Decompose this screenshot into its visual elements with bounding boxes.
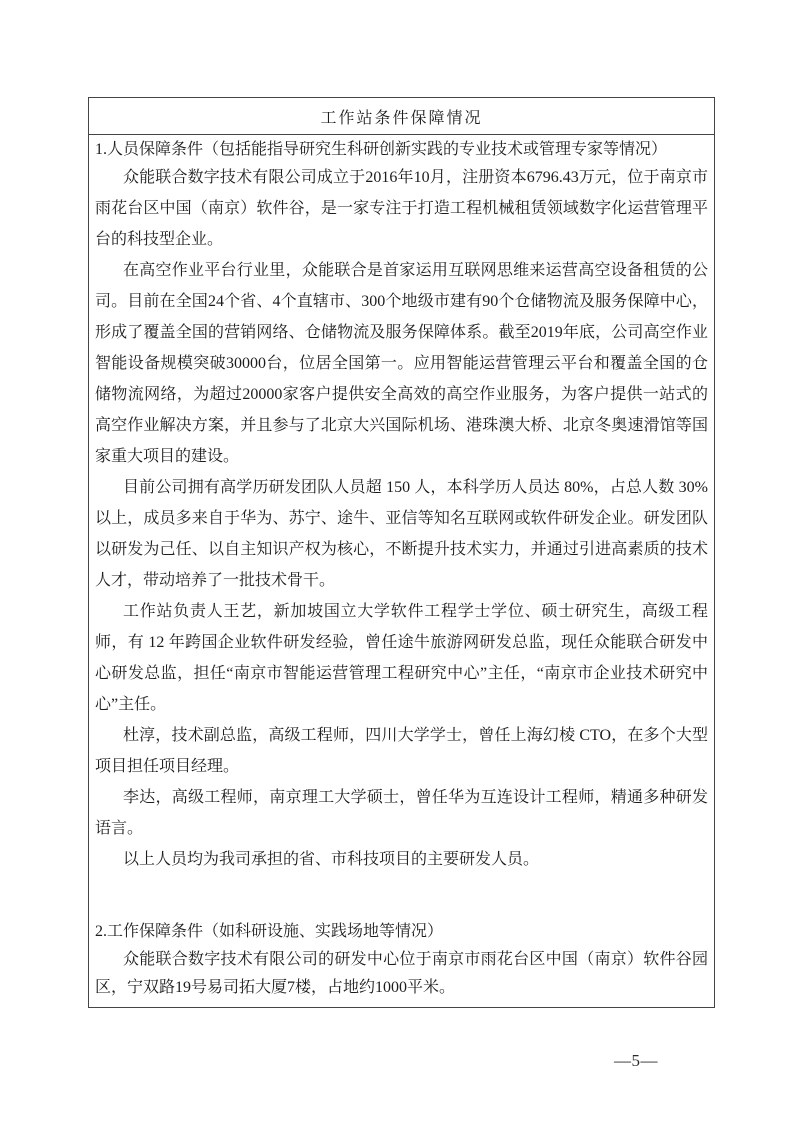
section1-paragraph-leader-wangyi: 工作站负责人王艺，新加坡国立大学软件工程学士学位、硕士研究生，高级工程师，有 12 年跨国企业软件研发经验，曾任途牛旅游网研发总监，现任众能联合研发中心研发总监，担任“南京市智能运营管理工程研究中心”主任，“南京市企业技术研究中心”主任。 [95, 603, 708, 713]
section1-paragraph-company-intro: 众能联合数字技术有限公司成立于2016年10月，注册资本6796.43万元，位于南京市雨花台区中国（南京）软件谷，是一家专注于打造工程机械租赁领域数字化运营管理平台的科技型企业。 [95, 169, 708, 248]
section2-heading: 2.工作保障条件（如科研设施、实践场地等情况） [95, 923, 444, 940]
section1-heading: 1.人员保障条件（包括能指导研究生科研创新实践的专业技术或管理专家等情况） [95, 141, 668, 158]
section-gap [95, 875, 708, 918]
section1-paragraph-duchun: 杜淳，技术副总监，高级工程师，四川大学学士，曾任上海幻棱 CTO，在多个大型项目担任项目经理。 [95, 727, 708, 775]
section1-paragraph-summary: 以上人员均为我司承担的省、市科技项目的主要研发人员。 [123, 851, 540, 868]
table-body-cell [89, 135, 714, 1002]
page-number: —5— [614, 1051, 658, 1070]
section1-paragraph-rd-team: 目前公司拥有高学历研发团队人员超 150 人，本科学历人员达 80%，占总人数 30%以上，成员多来自于华为、苏宁、途牛、亚信等知名互联网或软件研发企业。研发团队以研发为己任、以自主知识产权为核心，不断提升技术实力，并通过引进高素质的技术人才，带动培养了一批技术骨干。 [95, 479, 708, 589]
table-title: 工作站条件保障情况 [320, 109, 483, 127]
section2-paragraph-facility: 众能联合数字技术有限公司的研发中心位于南京市雨花台区中国（南京）软件谷园区，宁双路19号易司拓大厦7楼，占地约1000平米。 [95, 951, 708, 996]
section1-paragraph-industry-position: 在高空作业平台行业里，众能联合是首家运用互联网思维来运营高空设备租赁的公司。目前在全国24个省、4个直辖市、300个地级市建有90个仓储物流及服务保障中心，形成了覆盖全国的营销网络、仓储物流及服务保障体系。截至2019年底，公司高空作业智能设备规模突破30000台，位居全国第一。应用智能运营管理云平台和覆盖全国的仓储物流网络，为超过20000家客户提供安全高效的高空作业服务，为客户提供一站式的高空作业解决方案，并且参与了北京大兴国际机场、港珠澳大桥、北京冬奥速滑馆等国家重大项目的建设。 [95, 262, 708, 465]
section1-paragraph-lida: 李达，高级工程师，南京理工大学硕士，曾任华为互连设计工程师，精通多种研发语言。 [95, 789, 708, 837]
table-header-row [89, 98, 714, 135]
workstation-conditions-table [88, 97, 715, 1008]
